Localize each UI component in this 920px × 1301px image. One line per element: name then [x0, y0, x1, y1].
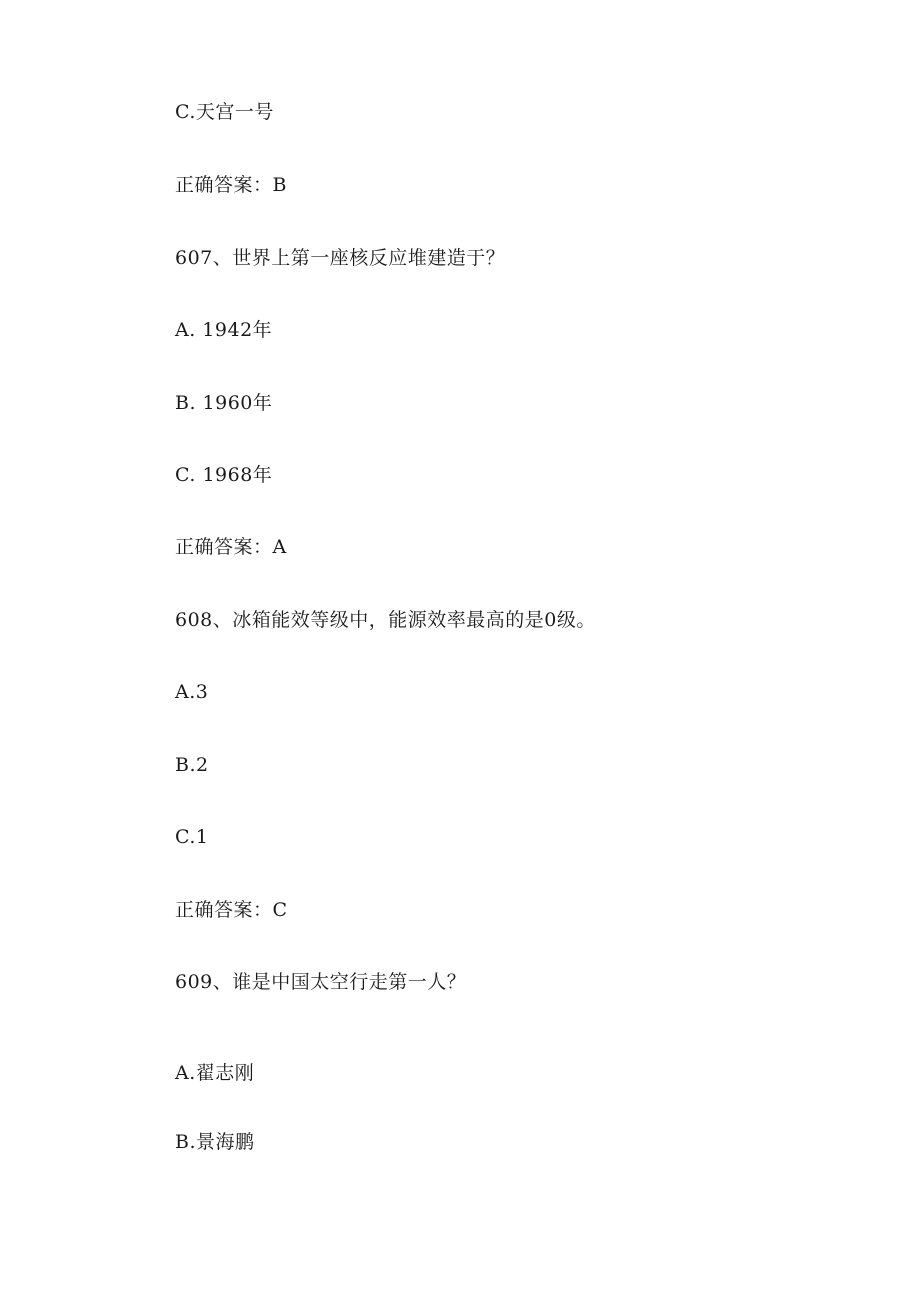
- answer-line: 正确答案：C: [175, 899, 288, 921]
- answer-line: 正确答案：B: [175, 174, 287, 196]
- option-a: A.3: [175, 681, 209, 703]
- option-b: B.2: [175, 754, 209, 776]
- option-c: C.1: [175, 826, 209, 848]
- answer-line: 正确答案：A: [175, 536, 287, 558]
- question-609: 609、谁是中国太空行走第一人？: [175, 971, 467, 993]
- question-608: 608、冰箱能效等级中，能源效率最高的是0级。: [175, 609, 596, 631]
- option-b: B. 1960年: [175, 392, 273, 414]
- question-607: 607、世界上第一座核反应堆建造于？: [175, 247, 506, 269]
- option-c-tiangong: C.天宫一号: [175, 101, 274, 123]
- option-c: C. 1968年: [175, 464, 273, 486]
- option-b: B.景海鹏: [175, 1131, 255, 1153]
- option-a: A.翟志刚: [175, 1062, 255, 1084]
- option-a: A. 1942年: [175, 319, 273, 341]
